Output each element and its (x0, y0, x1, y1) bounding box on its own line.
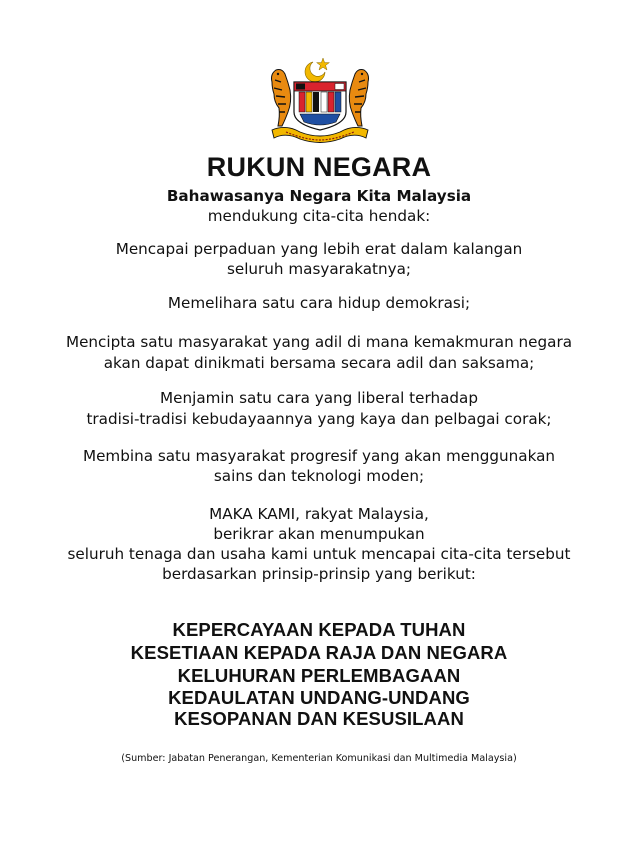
aspiration-5-line-1: Membina satu masyarakat progresif yang akan menggunakan (82, 447, 556, 465)
principle-5: KESOPANAN DAN KESUSILAAN (174, 708, 464, 729)
declaration-line-4: berdasarkan prinsip-prinsip yang berikut: (162, 565, 476, 583)
aspiration-2-line-1: Memelihara satu cara hidup demokrasi; (167, 294, 471, 312)
declaration-line-2: berikrar akan menumpukan (213, 525, 425, 543)
declaration-line-1: MAKA KAMI, rakyat Malaysia, (209, 505, 429, 523)
aspiration-4-line-1: Menjamin satu cara yang liberal terhadap (160, 389, 478, 407)
page-title: RUKUN NEGARA (206, 152, 432, 182)
source-citation: (Sumber: Jabatan Penerangan, Kementerian Komunikasi dan Multimedia Malaysia) (121, 753, 517, 764)
aspiration-3-line-1: Mencipta satu masyarakat yang adil di mana kemakmuran negara (65, 333, 572, 351)
declaration-line-3: seluruh tenaga dan usaha kami untuk mencapai cita-cita tersebut (67, 545, 571, 563)
malaysia-coat-of-arms-emblem (266, 52, 374, 144)
aspiration-1-line-2: seluruh masyarakatnya; (226, 260, 412, 278)
intro-line-2: mendukung cita-cita hendak: (207, 207, 431, 225)
intro-line-1: Bahawasanya Negara Kita Malaysia (166, 187, 472, 205)
aspiration-4-line-2: tradisi-tradisi kebudayaannya yang kaya dan pelbagai corak; (86, 410, 552, 428)
aspiration-3-line-2: akan dapat dinikmati bersama secara adil dan saksama; (103, 354, 535, 372)
principle-1: KEPERCAYAAN KEPADA TUHAN (172, 619, 466, 640)
principle-4: KEDAULATAN UNDANG-UNDANG (168, 687, 470, 708)
aspiration-5-line-2: sains dan teknologi moden; (213, 467, 425, 485)
principle-2: KESETIAAN KEPADA RAJA DAN NEGARA (130, 642, 508, 663)
principle-3: KELUHURAN PERLEMBAGAAN (177, 665, 461, 686)
aspiration-1-line-1: Mencapai perpaduan yang lebih erat dalam kalangan (115, 240, 523, 258)
